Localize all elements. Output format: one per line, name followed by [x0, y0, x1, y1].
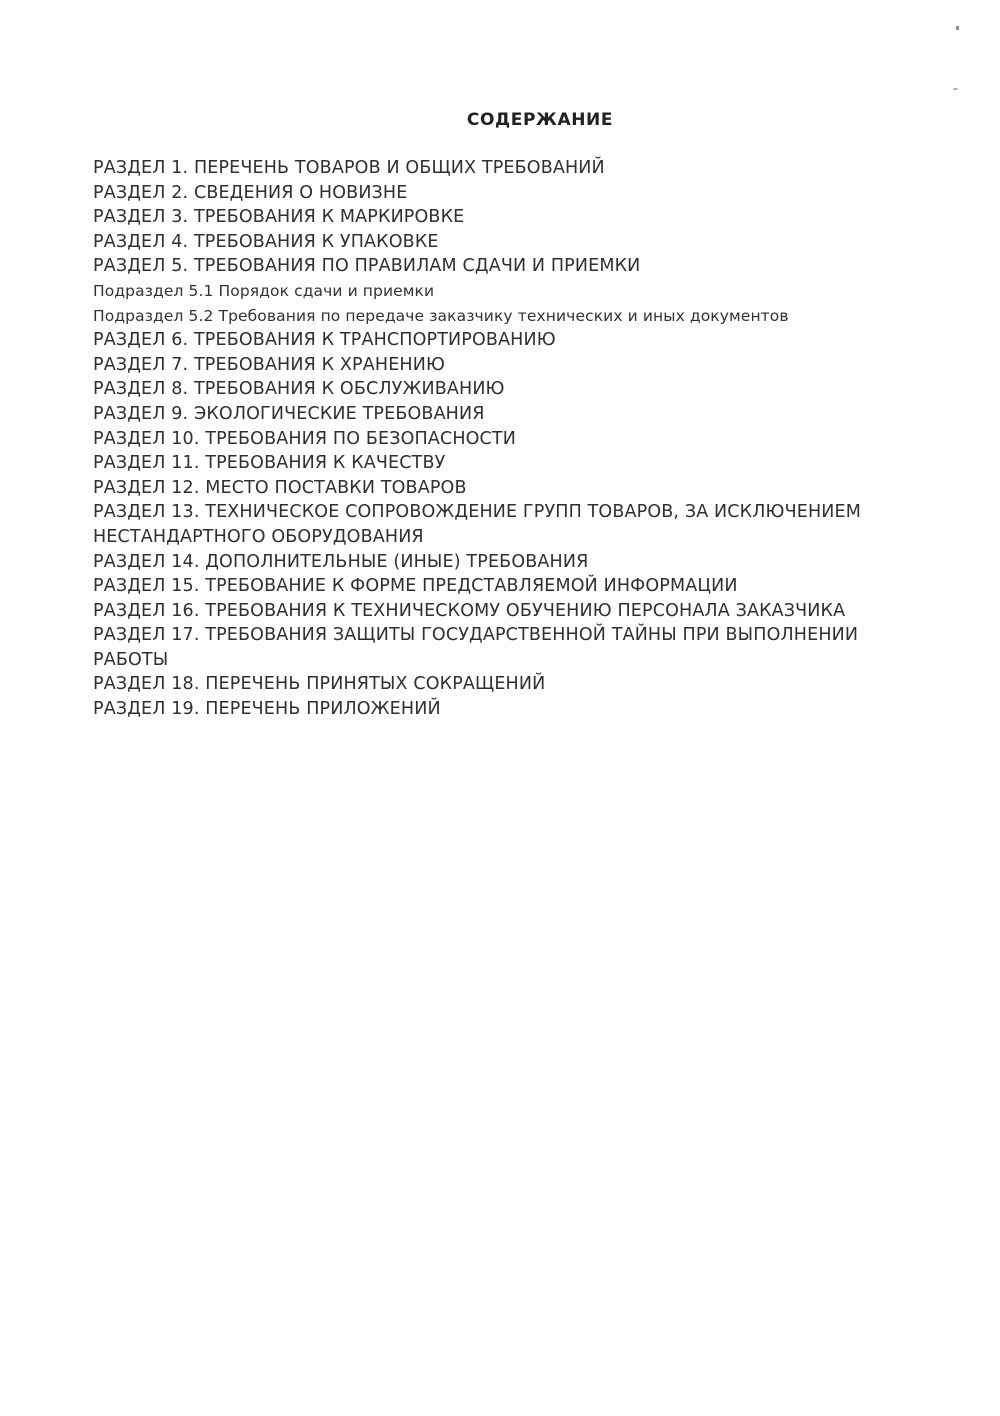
toc-section-entry: РАЗДЕЛ 13. ТЕХНИЧЕСКОЕ СОПРОВОЖДЕНИЕ ГРУПП ТОВАРОВ, ЗА ИСКЛЮЧЕНИЕМ НЕСТАНДАРТНОГО ОБОРУДОВАНИЯ [93, 502, 861, 547]
toc-subsection-entry: Подраздел 5.2 Требования по передаче заказчику технических и иных документов [93, 306, 789, 325]
toc-section-entry: РАЗДЕЛ 14. ДОПОЛНИТЕЛЬНЫЕ (ИНЫЕ) ТРЕБОВАНИЯ [93, 551, 589, 572]
toc-section-entry: РАЗДЕЛ 17. ТРЕБОВАНИЯ ЗАЩИТЫ ГОСУДАРСТВЕННОЙ ТАЙНЫ ПРИ ВЫПОЛНЕНИИ РАБОТЫ [93, 625, 859, 670]
scan-artifact-mark [953, 88, 958, 90]
toc-section-entry: РАЗДЕЛ 6. ТРЕБОВАНИЯ К ТРАНСПОРТИРОВАНИЮ [93, 330, 556, 351]
toc-section-entry: РАЗДЕЛ 12. МЕСТО ПОСТАВКИ ТОВАРОВ [93, 477, 467, 498]
toc-section-entry: РАЗДЕЛ 9. ЭКОЛОГИЧЕСКИЕ ТРЕБОВАНИЯ [93, 403, 485, 424]
toc-section-entry: РАЗДЕЛ 16. ТРЕБОВАНИЯ К ТЕХНИЧЕСКОМУ ОБУЧЕНИЮ ПЕРСОНАЛА ЗАКАЗЧИКА [93, 600, 846, 621]
toc-section-entry: РАЗДЕЛ 2. СВЕДЕНИЯ О НОВИЗНЕ [93, 182, 408, 203]
toc-section-entry: РАЗДЕЛ 4. ТРЕБОВАНИЯ К УПАКОВКЕ [93, 231, 439, 252]
toc-section-entry: РАЗДЕЛ 3. ТРЕБОВАНИЯ К МАРКИРОВКЕ [93, 207, 465, 228]
table-of-contents [93, 156, 883, 722]
scan-artifact-mark [956, 26, 959, 30]
toc-section-entry: РАЗДЕЛ 11. ТРЕБОВАНИЯ К КАЧЕСТВУ [93, 453, 446, 474]
toc-section-entry: РАЗДЕЛ 10. ТРЕБОВАНИЯ ПО БЕЗОПАСНОСТИ [93, 428, 517, 449]
toc-section-entry: РАЗДЕЛ 1. ПЕРЕЧЕНЬ ТОВАРОВ И ОБЩИХ ТРЕБОВАНИЙ [93, 158, 605, 178]
toc-section-entry: РАЗДЕЛ 8. ТРЕБОВАНИЯ К ОБСЛУЖИВАНИЮ [93, 379, 505, 400]
toc-section-entry: РАЗДЕЛ 19. ПЕРЕЧЕНЬ ПРИЛОЖЕНИЙ [93, 699, 441, 720]
page-title: СОДЕРЖАНИЕ [466, 110, 614, 130]
toc-section-entry: РАЗДЕЛ 18. ПЕРЕЧЕНЬ ПРИНЯТЫХ СОКРАЩЕНИЙ [93, 674, 546, 695]
toc-section-entry: РАЗДЕЛ 15. ТРЕБОВАНИЕ К ФОРМЕ ПРЕДСТАВЛЯЕМОЙ ИНФОРМАЦИИ [93, 576, 738, 597]
toc-section-entry: РАЗДЕЛ 7. ТРЕБОВАНИЯ К ХРАНЕНИЮ [93, 354, 445, 375]
toc-subsection-entry: Подраздел 5.1 Порядок сдачи и приемки [93, 281, 435, 300]
toc-section-entry: РАЗДЕЛ 5. ТРЕБОВАНИЯ ПО ПРАВИЛАМ СДАЧИ И ПРИЕМКИ [93, 256, 641, 277]
